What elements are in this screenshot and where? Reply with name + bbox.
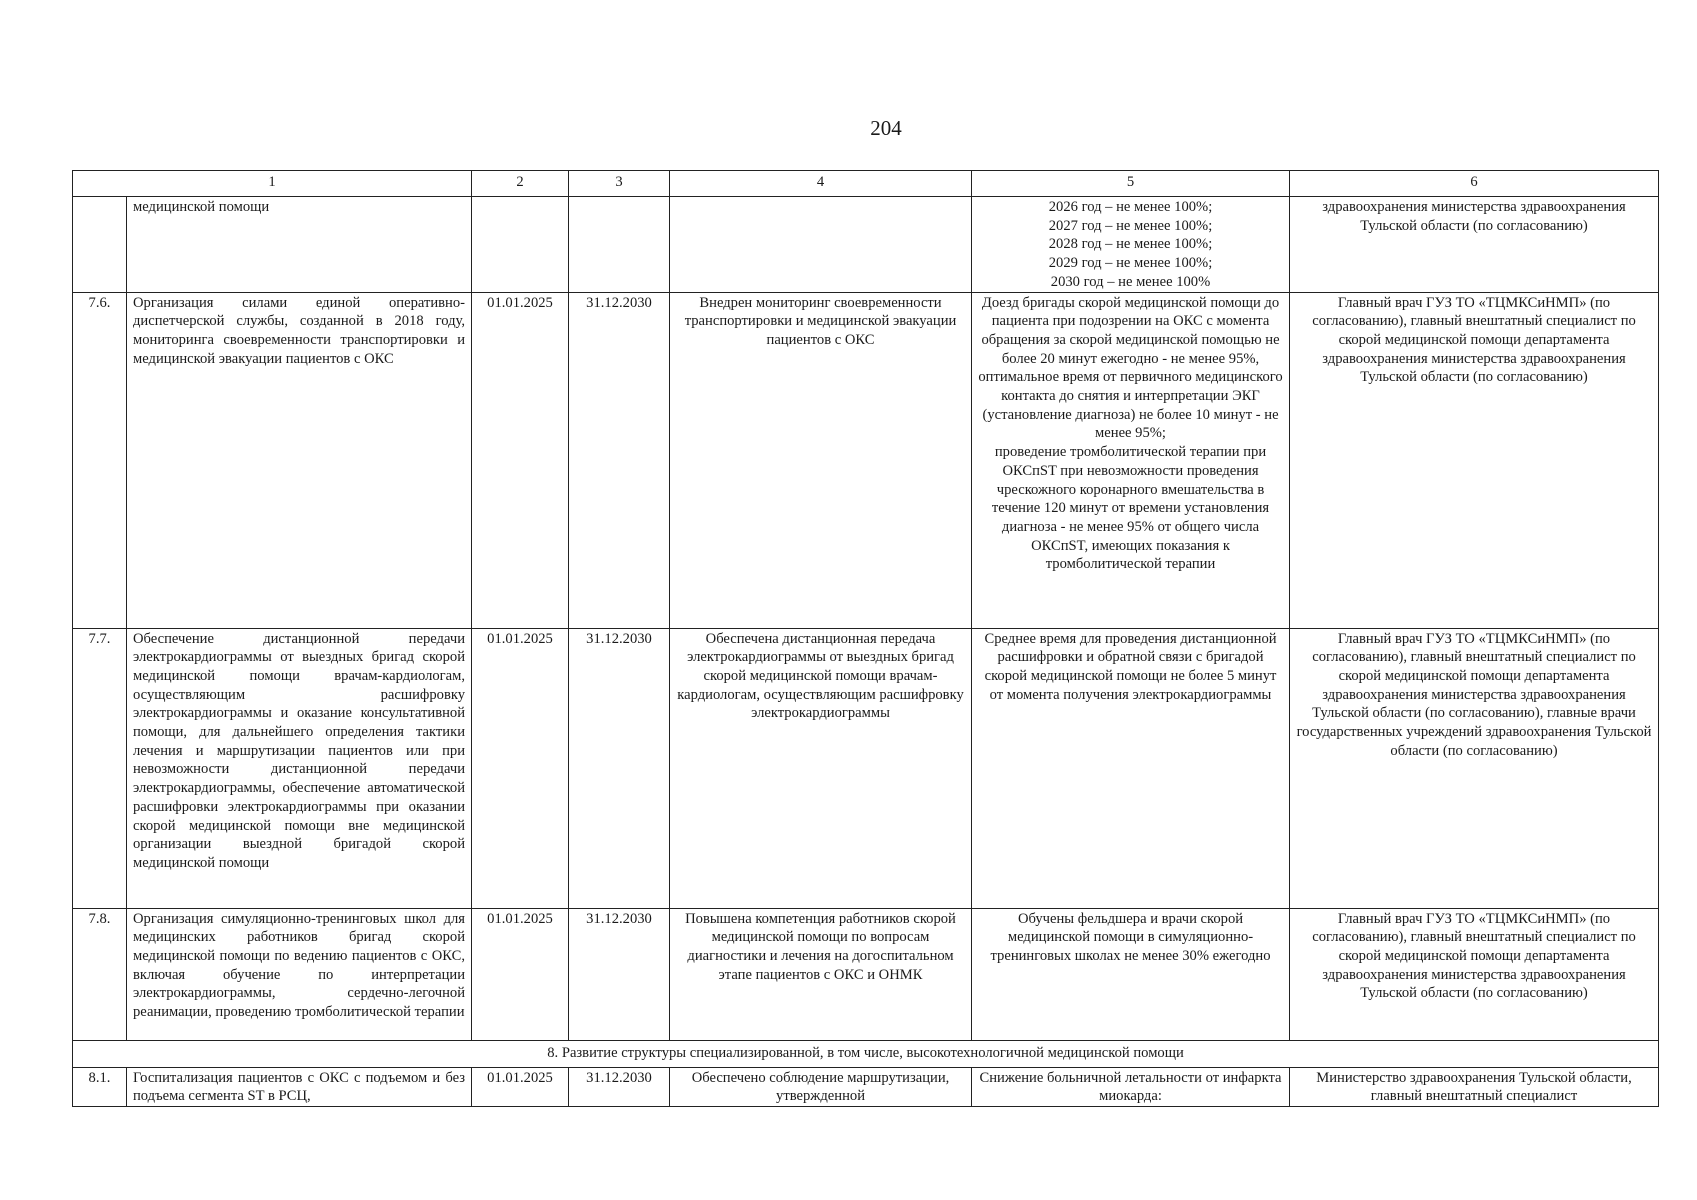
start-date: 01.01.2025	[472, 292, 569, 628]
end-date	[569, 197, 670, 293]
start-date: 01.01.2025	[472, 1067, 569, 1106]
start-date	[472, 197, 569, 293]
row-number: 7.7.	[73, 628, 127, 908]
responsible: Главный врач ГУЗ ТО «ТЦМКСиНМП» (по согласованию), главный внештатный специалист по скорой медицинской помощи департамента здравоохранения министерства здравоохранения Тульской области (по согласованию)	[1290, 292, 1659, 628]
table-row	[73, 628, 1659, 908]
responsible: Главный врач ГУЗ ТО «ТЦМКСиНМП» (по согласованию), главный внештатный специалист по скорой медицинской помощи департамента здравоохранения министерства здравоохранения Тульской области (по согласованию), главные врачи государственных учреждений здравоохранения Тульской области (по согласованию)	[1290, 628, 1659, 908]
start-date: 01.01.2025	[472, 908, 569, 1040]
end-date: 31.12.2030	[569, 908, 670, 1040]
target-indicator: 2026 год – не менее 100%; 2027 год – не менее 100%; 2028 год – не менее 100%; 2029 год – не менее 100%; 2030 год – не менее 100%	[972, 197, 1290, 293]
section-row	[73, 1040, 1659, 1067]
measure-name: Организация силами единой оперативно-диспетчерской службы, созданной в 2018 году, мониторинга своевременности транспортировки и медицинской эвакуации пациентов с ОКС	[127, 292, 472, 628]
header-cell-1: 1	[73, 171, 472, 197]
measure-name: Организация симуляционно-тренинговых школ для медицинских работников бригад скорой медицинской помощи по ведению пациентов с ОКС, включая обучение по интерпретации электрокардиограммы, сердечно-легочной реанимации, проведению тромболитической терапии	[127, 908, 472, 1040]
expected-result	[670, 197, 972, 293]
row-number: 8.1.	[73, 1067, 127, 1106]
table-row	[73, 908, 1659, 1040]
target-indicator: Обучены фельдшера и врачи скорой медицинской помощи в симуляционно-тренинговых школах не менее 30% ежегодно	[972, 908, 1290, 1040]
target-indicator: Среднее время для проведения дистанционной расшифровки и обратной связи с бригадой скорой медицинской помощи не более 5 минут от момента получения электрокардиограммы	[972, 628, 1290, 908]
expected-result: Повышена компетенция работников скорой медицинской помощи по вопросам диагностики и лечения на догоспитальном этапе пациентов с ОКС и ОНМК	[670, 908, 972, 1040]
section-title: 8. Развитие структуры специализированной, в том числе, высокотехнологичной медицинской помощи	[73, 1040, 1659, 1067]
expected-result: Обеспечена дистанционная передача электрокардиограммы от выездных бригад скорой медицинской помощи врачам-кардиологам, осуществляющим расшифровку электрокардиограммы	[670, 628, 972, 908]
header-cell-3: 3	[569, 171, 670, 197]
expected-result: Обеспечено соблюдение маршрутизации, утвержденной	[670, 1067, 972, 1106]
measure-name: Обеспечение дистанционной передачи электрокардиограммы от выездных бригад скорой медицинской помощи врачам-кардиологам, осуществляющим расшифровку электрокардиограммы и оказание консультативной помощи, для дальнейшего определения тактики лечения и маршрутизации пациентов или при невозможности дистанционной передачи электрокардиограммы, обеспечение автоматической расшифровки электрокардиограммы при оказании скорой медицинской помощи вне медицинской организации выездной бригадой скорой медицинской помощи	[127, 628, 472, 908]
header-cell-6: 6	[1290, 171, 1659, 197]
end-date: 31.12.2030	[569, 628, 670, 908]
header-cell-4: 4	[670, 171, 972, 197]
table-header-row	[73, 171, 1659, 197]
table-row	[73, 292, 1659, 628]
measures-table	[72, 170, 1659, 1107]
expected-result: Внедрен мониторинг своевременности транспортировки и медицинской эвакуации пациентов с ОКС	[670, 292, 972, 628]
responsible: Министерство здравоохранения Тульской области, главный внештатный специалист	[1290, 1067, 1659, 1106]
target-indicator: Снижение больничной летальности от инфаркта миокарда:	[972, 1067, 1290, 1106]
measure-name: медицинской помощи	[127, 197, 472, 293]
header-cell-2: 2	[472, 171, 569, 197]
target-indicator: Доезд бригады скорой медицинской помощи до пациента при подозрении на ОКС с момента обращения за скорой медицинской помощью не более 20 минут ежегодно - не менее 95%, оптимальное время от первичного медицинского контакта до снятия и интерпретации ЭКГ (установление диагноза) не более 10 минут - не менее 95%; проведение тромболитической терапии при ОКСпST при невозможности проведения чрескожного коронарного вмешательства в течение 120 минут от времени установления диагноза - не менее 95% от общего числа ОКСпST, имеющих показания к тромболитической терапии	[972, 292, 1290, 628]
end-date: 31.12.2030	[569, 292, 670, 628]
page-number: 204	[870, 116, 902, 140]
row-number	[73, 197, 127, 293]
table-row	[73, 197, 1659, 293]
responsible: здравоохранения министерства здравоохранения Тульской области (по согласованию)	[1290, 197, 1659, 293]
table-row	[73, 1067, 1659, 1106]
row-number: 7.8.	[73, 908, 127, 1040]
start-date: 01.01.2025	[472, 628, 569, 908]
row-number: 7.6.	[73, 292, 127, 628]
end-date: 31.12.2030	[569, 1067, 670, 1106]
header-cell-5: 5	[972, 171, 1290, 197]
measure-name: Госпитализация пациентов с ОКС с подъемом и без подъема сегмента ST в РСЦ,	[127, 1067, 472, 1106]
responsible: Главный врач ГУЗ ТО «ТЦМКСиНМП» (по согласованию), главный внештатный специалист по скорой медицинской помощи департамента здравоохранения министерства здравоохранения Тульской области (по согласованию)	[1290, 908, 1659, 1040]
